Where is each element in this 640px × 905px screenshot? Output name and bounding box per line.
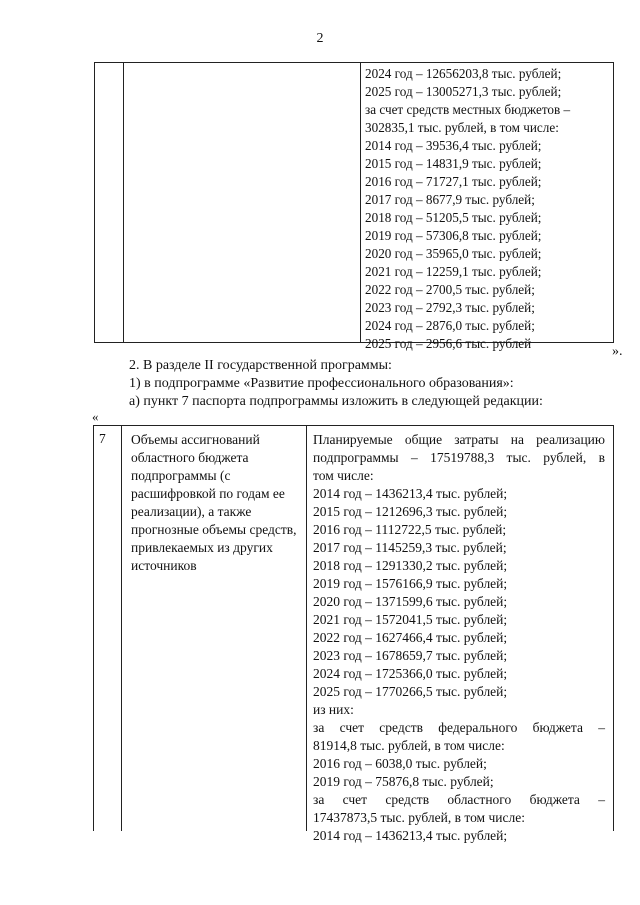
column-divider [123,63,124,342]
opening-quote: « [92,409,99,424]
column-divider [306,426,307,831]
page-number: 2 [316,31,324,46]
text-line: 2015 год – 14831,9 тыс. рублей; [365,156,542,171]
text-line: 2023 год – 1678659,7 тыс. рублей; [313,648,508,663]
text-line: 2016 год – 1112722,5 тыс. рублей; [313,522,507,537]
text-line: 2025 год – 1770266,5 тыс. рублей; [313,684,508,699]
text-line: 2018 год – 51205,5 тыс. рублей; [365,210,542,225]
text-line: 81914,8 тыс. рублей, в том числе: [313,738,505,753]
text-line: 2014 год – 1436213,4 тыс. рублей; [313,828,508,843]
subprogram-passport-table [93,425,614,843]
paragraph-point-7: а) пункт 7 паспорта подпрограммы изложить в следующей редакции: [129,394,543,409]
text-line: 2017 год – 8677,9 тыс. рублей; [365,192,535,207]
text-line: 2024 год – 1725366,0 тыс. рублей; [313,666,508,681]
text-line: 2023 год – 2792,3 тыс. рублей; [365,300,535,315]
text-line: 2017 год – 1145259,3 тыс. рублей; [313,540,507,555]
row-number: 7 [99,431,106,446]
paragraph-subprogram: 1) в подпрограмме «Развитие профессионального образования»: [129,376,514,391]
funding-lines [365,65,609,353]
text-line: за счет средств областного бюджета – [313,792,605,807]
row-description: Объемы ассигнований областного бюджета подпрограммы (с расшифровкой по годам ее реализации), а также прогнозные объемы средств, привлекаемых из других источников [131,432,297,573]
text-line: 2014 год – 1436213,4 тыс. рублей; [313,486,508,501]
text-line: 2021 год – 1572041,5 тыс. рублей; [313,612,508,627]
text-line: 2019 год – 57306,8 тыс. рублей; [365,228,542,243]
text-line: 2019 год – 75876,8 тыс. рублей; [313,774,494,789]
closing-quote: ». [612,344,623,359]
text-line: 2016 год – 71727,1 тыс. рублей; [365,174,542,189]
text-line: 2015 год – 1212696,3 тыс. рублей; [313,504,508,519]
text-line: 2022 год – 1627466,4 тыс. рублей; [313,630,508,645]
column-divider [360,63,361,342]
planned-costs-lines [313,431,605,845]
text-line: 2024 год – 12656203,8 тыс. рублей; [365,66,562,81]
text-line: 2018 год – 1291330,2 тыс. рублей; [313,558,508,573]
text-line: из них: [313,702,354,717]
text-line: 2022 год – 2700,5 тыс. рублей; [365,282,535,297]
text-line: 2021 год – 12259,1 тыс. рублей; [365,264,542,279]
text-line: Планируемые общие затраты на реализацию [313,432,605,447]
text-line: 2016 год – 6038,0 тыс. рублей; [313,756,487,771]
text-line: 17437873,5 тыс. рублей, в том числе: [313,810,525,825]
column-divider [121,426,122,831]
text-line: 2019 год – 1576166,9 тыс. рублей; [313,576,508,591]
paragraph-section-ii: 2. В разделе II государственной программы: [129,358,392,373]
text-line: подпрограммы – 17519788,3 тыс. рублей, в [313,450,605,465]
text-line: 2014 год – 39536,4 тыс. рублей; [365,138,542,153]
text-line: 2020 год – 1371599,6 тыс. рублей; [313,594,508,609]
text-line: 2020 год – 35965,0 тыс. рублей; [365,246,542,261]
text-line: 302835,1 тыс. рублей, в том числе: [365,120,559,135]
text-line: за счет средств местных бюджетов – [365,102,571,117]
text-line: за счет средств федерального бюджета – [313,720,605,735]
funding-table-continued [94,62,614,351]
text-line: том числе: [313,468,374,483]
text-line: 2024 год – 2876,0 тыс. рублей; [365,318,535,333]
text-line: 2025 год – 2956,6 тыс. рублей [365,336,532,351]
text-line: 2025 год – 13005271,3 тыс. рублей; [365,84,562,99]
